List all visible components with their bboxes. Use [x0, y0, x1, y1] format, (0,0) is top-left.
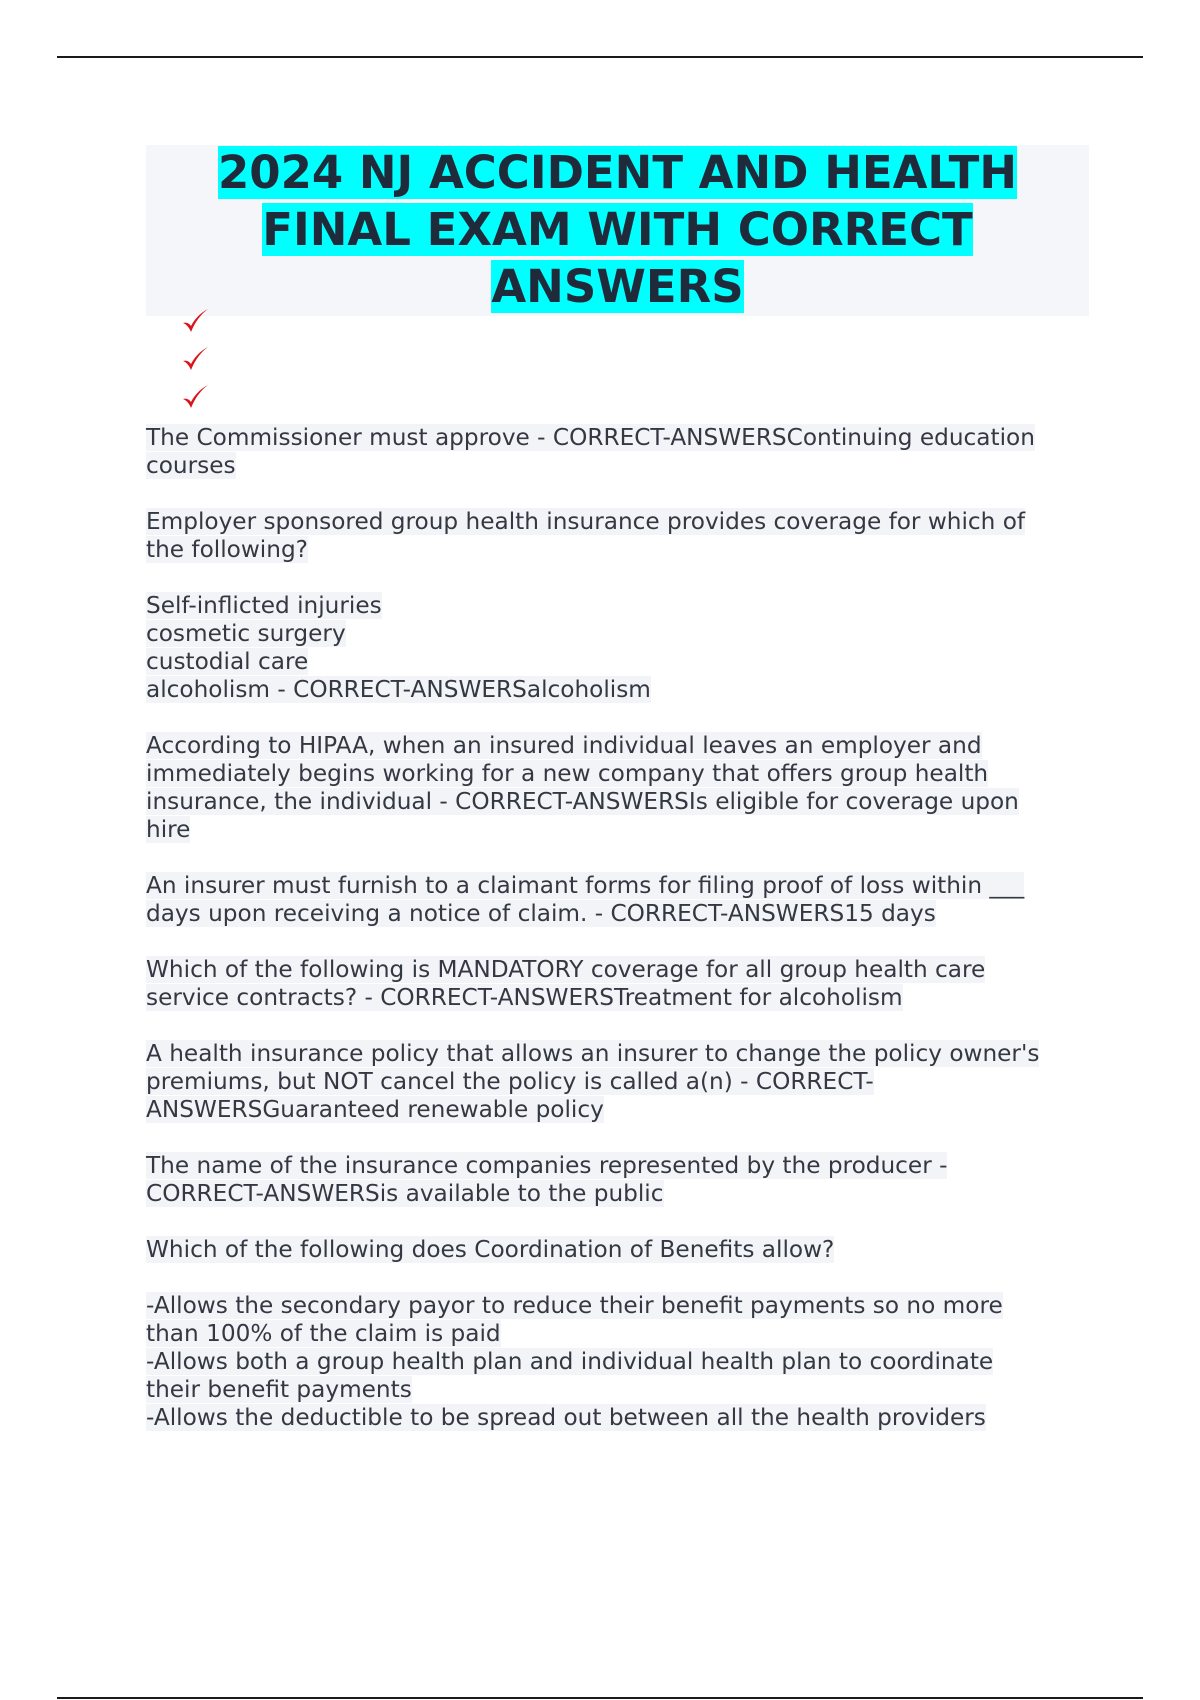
- qa-paragraph: [146, 508, 1086, 564]
- bottom-rule: [57, 1697, 1143, 1699]
- text-line: [146, 1404, 1086, 1432]
- text-line-content: cosmetic surgery: [146, 620, 346, 647]
- text-line-content: the following?: [146, 536, 308, 563]
- qa-paragraph: [146, 956, 1086, 1012]
- checkmark-icon: [180, 344, 220, 382]
- text-line-content: Which of the following does Coordination of Benefits allow?: [146, 1236, 835, 1263]
- text-line: [146, 900, 1086, 928]
- text-line: [146, 1040, 1086, 1068]
- text-line: [146, 452, 1086, 480]
- text-line: [146, 872, 1086, 900]
- top-rule: [57, 56, 1143, 58]
- text-line-content: immediately begins working for a new company that offers group health: [146, 760, 989, 787]
- qa-paragraph: [146, 1152, 1086, 1208]
- text-line-content: -Allows both a group health plan and individual health plan to coordinate: [146, 1348, 994, 1375]
- text-line: [146, 1320, 1086, 1348]
- text-line: [146, 1348, 1086, 1376]
- qa-paragraph: [146, 732, 1086, 844]
- text-line: [146, 1068, 1086, 1096]
- qa-paragraph: [146, 592, 1086, 704]
- text-line-content: courses: [146, 452, 236, 479]
- checkmark-list: [180, 306, 220, 420]
- text-line: [146, 1376, 1086, 1404]
- text-line: [146, 1152, 1086, 1180]
- title-line-2: FINAL EXAM WITH CORRECT: [262, 203, 973, 256]
- checkmark-icon: [180, 306, 220, 344]
- text-line-content: According to HIPAA, when an insured individual leaves an employer and: [146, 732, 982, 759]
- text-line-content: custodial care: [146, 648, 309, 675]
- text-line: [146, 424, 1086, 452]
- text-line: [146, 536, 1086, 564]
- text-line: [146, 760, 1086, 788]
- text-line: [146, 620, 1086, 648]
- checkmark-icon: [180, 382, 220, 420]
- text-line: [146, 648, 1086, 676]
- text-line-content: ANSWERSGuaranteed renewable policy: [146, 1096, 604, 1123]
- text-line: [146, 508, 1086, 536]
- page-title: [146, 144, 1089, 315]
- text-line: [146, 956, 1086, 984]
- text-line: [146, 1236, 1086, 1264]
- text-line: [146, 1096, 1086, 1124]
- text-line: [146, 984, 1086, 1012]
- text-line-content: than 100% of the claim is paid: [146, 1320, 501, 1347]
- text-line: [146, 732, 1086, 760]
- text-line-content: A health insurance policy that allows an insurer to change the policy owner's: [146, 1040, 1040, 1067]
- qa-paragraph: [146, 1236, 1086, 1264]
- qa-paragraph: [146, 1040, 1086, 1124]
- text-line: [146, 676, 1086, 704]
- qa-paragraph: [146, 872, 1086, 928]
- text-line-content: insurance, the individual - CORRECT-ANSWERSIs eligible for coverage upon: [146, 788, 1019, 815]
- text-line: [146, 1180, 1086, 1208]
- text-line-content: -Allows the secondary payor to reduce their benefit payments so no more: [146, 1292, 1003, 1319]
- text-line-content: An insurer must furnish to a claimant forms for filing proof of loss within ___: [146, 872, 1025, 899]
- text-line-content: Self-inflicted injuries: [146, 592, 382, 619]
- text-line: [146, 788, 1086, 816]
- exam-content: [146, 424, 1086, 1460]
- text-line-content: -Allows the deductible to be spread out between all the health providers: [146, 1404, 986, 1431]
- text-line-content: The Commissioner must approve - CORRECT-ANSWERSContinuing education: [146, 424, 1035, 451]
- text-line-content: their benefit payments: [146, 1376, 412, 1403]
- text-line-content: The name of the insurance companies represented by the producer -: [146, 1152, 948, 1179]
- text-line-content: service contracts? - CORRECT-ANSWERSTreatment for alcoholism: [146, 984, 903, 1011]
- text-line-content: hire: [146, 816, 191, 843]
- qa-paragraph: [146, 1292, 1086, 1432]
- text-line-content: days upon receiving a notice of claim. - CORRECT-ANSWERS15 days: [146, 900, 936, 927]
- title-line-3: ANSWERS: [491, 260, 744, 313]
- text-line-content: Which of the following is MANDATORY coverage for all group health care: [146, 956, 986, 983]
- text-line-content: Employer sponsored group health insurance provides coverage for which of: [146, 508, 1026, 535]
- text-line: [146, 592, 1086, 620]
- text-line-content: alcoholism - CORRECT-ANSWERSalcoholism: [146, 676, 651, 703]
- text-line: [146, 1292, 1086, 1320]
- title-line-1: 2024 NJ ACCIDENT AND HEALTH: [217, 146, 1018, 199]
- text-line: [146, 816, 1086, 844]
- text-line-content: CORRECT-ANSWERSis available to the public: [146, 1180, 664, 1207]
- text-line-content: premiums, but NOT cancel the policy is called a(n) - CORRECT-: [146, 1068, 874, 1095]
- qa-paragraph: [146, 424, 1086, 480]
